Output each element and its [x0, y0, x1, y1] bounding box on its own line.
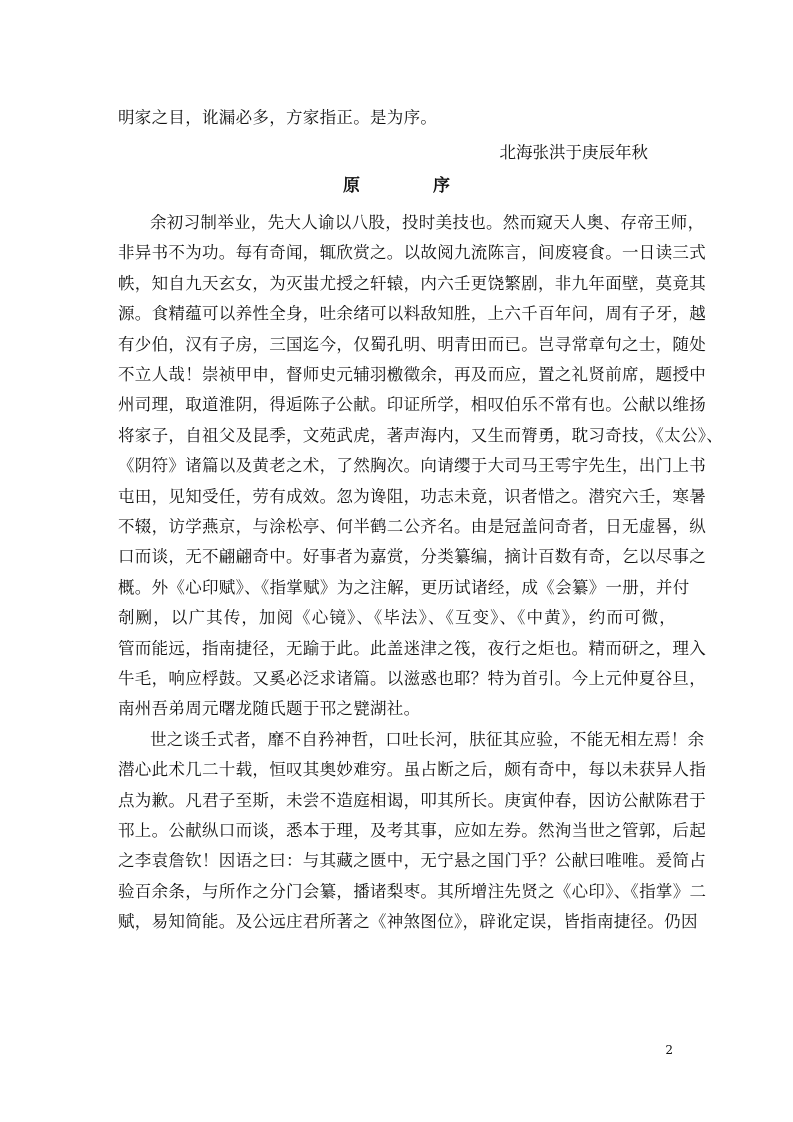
paragraph-1-line: 口而谈，无不翩翩奇中。好事者为嘉赏，分类纂编，摘计百数有奇，乞以尽事之 [118, 547, 706, 567]
preface-closing-line: 明家之目，讹漏必多，方家指正。是为序。 [118, 108, 438, 127]
paragraph-1-line: 《阴符》诸篇以及黄老之术，了然胸次。向请缨于大司马王雩宇先生，出门上书 [118, 456, 706, 476]
paragraph-1-line: 概。外《心印赋》、《指掌赋》为之注解，更历试诸经，成《会纂》一册，并付 [118, 577, 690, 597]
paragraph-1-line: 帙，知自九天玄女，为灭蚩尤授之轩辕，内六壬更饶繁剧，非九年面壁，莫竟其 [118, 273, 706, 293]
paragraph-1-line: 将家子，自祖父及昆季，文苑武虎，著声海内，又生而膂勇，耽习奇技，《太公》、 [118, 425, 724, 445]
paragraph-2-line: 邗上。公献纵口而谈，悉本于理，及考其事，应如左券。然洵当世之管郭，后起 [118, 821, 706, 840]
page-number: 2 [665, 1043, 673, 1057]
paragraph-1-line: 州司理，取道淮阴，得逅陈子公献。印证所学，相叹伯乐不常有也。公献以维扬 [118, 395, 706, 415]
section-title: 原 序 [343, 176, 478, 196]
paragraph-2-line: 点为歉。凡君子至斯，未尝不造庭相谒，叩其所长。庚寅仲春，因访公献陈君于 [118, 790, 706, 810]
paragraph-1-line: 管而能远，指南捷径，无踰于此。此盖迷津之筏，夜行之炬也。精而研之，理入 [118, 638, 706, 658]
paragraph-1-line: 有少伯，汉有子房，三国迄今，仅蜀孔明、明青田而已。岂寻常章句之士，随处 [118, 334, 706, 354]
paragraph-1-line: 南州吾弟周元曙龙随氏题于邗之甓湖社。 [118, 699, 421, 719]
paragraph-1-line: 牛毛，响应桴鼓。又奚必泛求诸篇。以滋惑也耶？特为首引。今上元仲夏谷旦， [118, 669, 706, 688]
paragraph-1-line: 不立人哉！崇祯甲申，督师史元辅羽檄徵余，再及而应，置之礼贤前席，题授中 [118, 365, 706, 384]
paragraph-2-line: 潜心此术几二十载，恒叹其奥妙难穷。虽占断之后，颇有奇中，每以未获异人指 [118, 760, 706, 780]
paragraph-2-line: 世之谈壬式者，靡不自矜神哲，口吐长河，肤征其应验，不能无相左焉！余 [150, 729, 705, 749]
paragraph-2-line: 赋，易知简能。及公远庄君所著之《神煞图位》，辟讹定误，皆指南捷径。仍因 [118, 912, 698, 932]
paragraph-2-line: 之李袁詹钦！因语之曰：与其藏之匮中，无宁悬之国门乎？公献曰唯唯。爰简占 [118, 851, 706, 871]
paragraph-1-line: 剞劂，以广其传，加阅《心镜》、《毕法》、《互变》、《中黄》，约而可微， [118, 608, 676, 628]
paragraph-1-line: 屯田，见知受任，劳有成效。忽为谗阻，功志未竟，识者惜之。潜究六壬，寒暑 [118, 486, 706, 506]
paragraph-1-line: 非异书不为功。每有奇闻，辄欣赏之。以故阅九流陈言，间废寝食。一日读三式 [118, 243, 706, 263]
paragraph-1-line: 源。食精蕴可以养性全身，吐余绪可以料敌知胜，上六千百年问，周有子牙，越 [118, 304, 706, 324]
paragraph-1-line: 余初习制举业，先大人谕以八股，投时美技也。然而窥天人奥、存帝王师， [150, 213, 705, 232]
paragraph-1-line: 不辍，访学燕京，与涂松亭、何半鹤二公齐名。由是冠盖问奇者，日无虚晷，纵 [118, 517, 706, 536]
paragraph-2-line: 验百余条，与所作之分门会纂，播诸梨枣。其所增注先贤之《心印》、《指掌》二 [118, 881, 707, 901]
preface-signature: 北海张洪于庚辰年秋 [499, 143, 648, 162]
